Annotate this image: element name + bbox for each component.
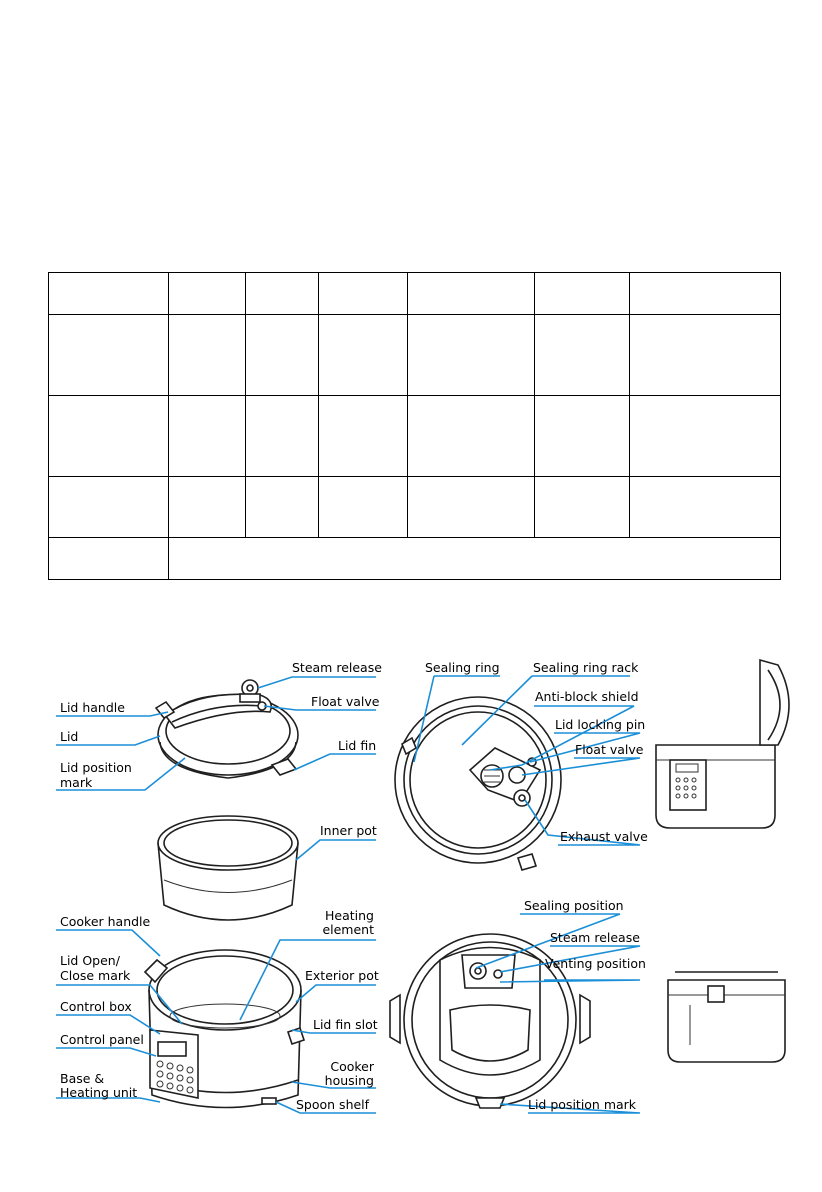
table-row xyxy=(49,538,781,580)
base-heating-label-2: Heating unit xyxy=(60,1085,138,1100)
cooker-housing-label-2: housing xyxy=(324,1073,374,1088)
heating-element-label-2: element xyxy=(322,922,374,937)
lid-position-mark-label-2: mark xyxy=(60,775,93,790)
lid-position-mark-bottom-label: Lid position mark xyxy=(528,1097,637,1112)
spoon-shelf-label: Spoon shelf xyxy=(296,1097,370,1112)
float-valve-label-2: Float valve xyxy=(575,742,644,757)
lid-underside-illustration xyxy=(395,697,561,870)
cooker-housing-label-1: Cooker xyxy=(330,1059,374,1074)
cooker-body-illustration xyxy=(145,950,304,1108)
cooker-handle-label: Cooker handle xyxy=(60,914,151,929)
table-row xyxy=(49,396,781,477)
steam-release-label-2: Steam release xyxy=(550,930,640,945)
table-row xyxy=(49,477,781,538)
control-panel-label: Control panel xyxy=(60,1032,144,1047)
lid-open-close-label-1: Lid Open/ xyxy=(60,953,120,968)
lid-fin-label: Lid fin xyxy=(338,738,377,753)
lid-label: Lid xyxy=(60,729,79,744)
venting-position-label: Venting position xyxy=(545,956,646,971)
lid-fin-slot-label: Lid fin slot xyxy=(313,1017,378,1032)
sealing-ring-rack-label: Sealing ring rack xyxy=(533,660,639,675)
lid-open-close-label-2: Close mark xyxy=(60,968,131,983)
pressure-cooker-diagram xyxy=(0,600,822,1160)
steam-release-label: Steam release xyxy=(292,660,382,675)
heating-element-label-1: Heating xyxy=(325,908,374,923)
side-view-open-illustration xyxy=(656,660,789,828)
table-row xyxy=(49,315,781,396)
sealing-position-label: Sealing position xyxy=(524,898,624,913)
spec-table xyxy=(48,272,781,580)
side-view-section-illustration xyxy=(668,972,785,1062)
control-box-label: Control box xyxy=(60,999,132,1014)
sealing-ring-label: Sealing ring xyxy=(425,660,500,675)
exhaust-valve-label: Exhaust valve xyxy=(560,829,648,844)
lid-position-mark-label-1: Lid position xyxy=(60,760,132,775)
anti-block-shield-label: Anti-block shield xyxy=(535,689,639,704)
table-row xyxy=(49,273,781,315)
base-heating-label-1: Base & xyxy=(60,1071,105,1086)
exterior-pot-label: Exterior pot xyxy=(305,968,379,983)
inner-pot-illustration xyxy=(158,816,298,920)
lid-locking-pin-label: Lid locking pin xyxy=(555,717,646,732)
inner-pot-label: Inner pot xyxy=(320,823,377,838)
lid-handle-label: Lid handle xyxy=(60,700,125,715)
float-valve-label: Float valve xyxy=(311,694,380,709)
